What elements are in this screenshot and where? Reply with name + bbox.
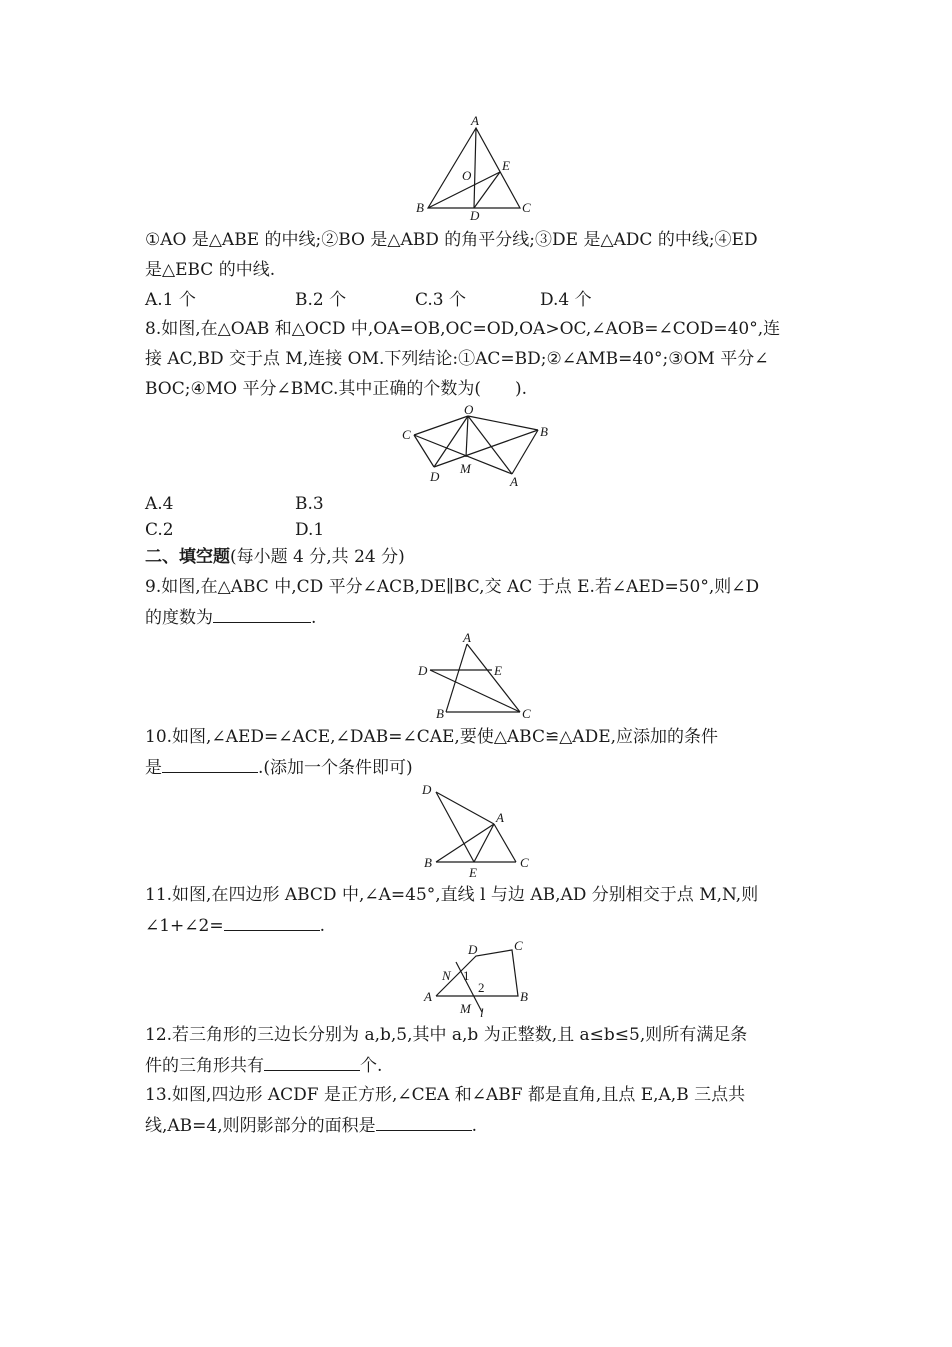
q12-line2-pre: 件的三角形共有 bbox=[145, 1056, 264, 1076]
q12-line2-post: 个. bbox=[360, 1056, 383, 1076]
label-a: A bbox=[471, 113, 479, 128]
q10-line2-pre: 是 bbox=[145, 758, 162, 778]
label-b: B bbox=[424, 855, 432, 870]
q9-line2-text: 的度数为 bbox=[145, 608, 213, 628]
q12-line2 bbox=[145, 1054, 382, 1077]
label-m: M bbox=[460, 461, 471, 476]
label-c: C bbox=[402, 427, 411, 442]
label-e: E bbox=[494, 663, 502, 678]
q11-line2 bbox=[145, 914, 325, 937]
q10-line2 bbox=[145, 756, 413, 779]
q12-line1: 12.若三角形的三边长分别为 a,b,5,其中 a,b 为正整数,且 a≤b≤5,则所有满足条 bbox=[145, 1025, 748, 1045]
q12-answer-blank[interactable] bbox=[264, 1054, 360, 1071]
label-d: D bbox=[418, 663, 428, 678]
label-e: E bbox=[502, 158, 510, 173]
label-b: B bbox=[540, 424, 548, 439]
label-d: D bbox=[422, 782, 432, 797]
q9-line1: 9.如图,在△ABC 中,CD 平分∠ACB,DE∥BC,交 AC 于点 E.若∠AED=50°,则∠D bbox=[145, 577, 760, 597]
label-b: B bbox=[436, 706, 444, 721]
figure-triangle-abc-top bbox=[410, 112, 540, 224]
q7-line2: 是△EBC 的中线. bbox=[145, 260, 276, 280]
q7-option-b: B.2 个 bbox=[295, 290, 347, 310]
label-1: 1 bbox=[463, 968, 470, 983]
q8-option-d: D.1 bbox=[295, 520, 325, 540]
label-b: B bbox=[520, 989, 528, 1004]
section-2-title: 二、填空题 bbox=[145, 547, 230, 567]
label-e: E bbox=[469, 865, 477, 880]
label-b: B bbox=[416, 200, 424, 215]
q13-line2-end: . bbox=[471, 1116, 478, 1136]
q10-answer-blank[interactable] bbox=[162, 756, 258, 773]
section-2-heading bbox=[145, 546, 405, 568]
q8-option-a: A.4 bbox=[145, 494, 174, 514]
label-a: A bbox=[510, 474, 518, 489]
label-2: 2 bbox=[478, 980, 485, 995]
label-n: N bbox=[442, 968, 451, 983]
figure-q9 bbox=[412, 630, 542, 722]
label-c: C bbox=[520, 855, 529, 870]
q11-line1: 11.如图,在四边形 ABCD 中,∠A=45°,直线 l 与边 AB,AD 分别相交于点 M,N,则 bbox=[145, 885, 759, 905]
label-m: M bbox=[460, 1001, 471, 1016]
label-c: C bbox=[522, 200, 531, 215]
label-d: D bbox=[430, 469, 440, 484]
figure-q11 bbox=[420, 938, 540, 1020]
label-c: C bbox=[514, 938, 523, 953]
q8-line2: 接 AC,BD 交于点 M,连接 OM.下列结论:①AC=BD;②∠AMB=40°;③OM 平分∠ bbox=[145, 349, 769, 369]
label-o: O bbox=[462, 168, 472, 183]
q8-option-c: C.2 bbox=[145, 520, 174, 540]
label-l: l bbox=[480, 1005, 484, 1020]
q13-answer-blank[interactable] bbox=[376, 1114, 472, 1131]
label-a: A bbox=[496, 810, 504, 825]
q11-answer-blank[interactable] bbox=[224, 914, 320, 931]
label-a: A bbox=[463, 630, 471, 645]
q7-option-d: D.4 个 bbox=[540, 290, 592, 310]
q9-answer-blank[interactable] bbox=[213, 606, 311, 623]
q11-line2-pre: ∠1+∠2= bbox=[145, 916, 224, 936]
q8-line1: 8.如图,在△OAB 和△OCD 中,OA=OB,OC=OD,OA>OC,∠AOB=∠COD=40°,连 bbox=[145, 319, 781, 339]
label-c: C bbox=[522, 706, 531, 721]
label-a: A bbox=[424, 989, 432, 1004]
q13-line1: 13.如图,四边形 ACDF 是正方形,∠CEA 和∠ABF 都是直角,且点 E,A,B 三点共 bbox=[145, 1085, 746, 1105]
label-d: D bbox=[468, 942, 478, 957]
q7-line1: ①AO 是△ABE 的中线;②BO 是△ABD 的角平分线;③DE 是△ADC 的中线;④ED bbox=[145, 230, 758, 250]
q9-line2-end: . bbox=[311, 608, 317, 628]
q10-line1: 10.如图,∠AED=∠ACE,∠DAB=∠CAE,要使△ABC≌△ADE,应添加的条件 bbox=[145, 727, 719, 747]
q9-line2 bbox=[145, 606, 316, 629]
label-o: O bbox=[464, 402, 474, 417]
q7-option-a: A.1 个 bbox=[145, 290, 196, 310]
q8-option-b: B.3 bbox=[295, 494, 324, 514]
section-2-note: (每小题 4 分,共 24 分) bbox=[230, 547, 405, 567]
label-d: D bbox=[470, 208, 480, 223]
q10-line2-post: .(添加一个条件即可) bbox=[258, 758, 413, 778]
figure-q10 bbox=[416, 780, 546, 880]
figure-q8 bbox=[398, 404, 558, 488]
q13-line2-pre: 线,AB=4,则阴影部分的面积是 bbox=[145, 1116, 376, 1136]
q7-option-c: C.3 个 bbox=[415, 290, 467, 310]
q8-line3: BOC;④MO 平分∠BMC.其中正确的个数为( ). bbox=[145, 379, 528, 399]
q11-line2-end: . bbox=[319, 916, 326, 936]
q13-line2 bbox=[145, 1114, 477, 1137]
